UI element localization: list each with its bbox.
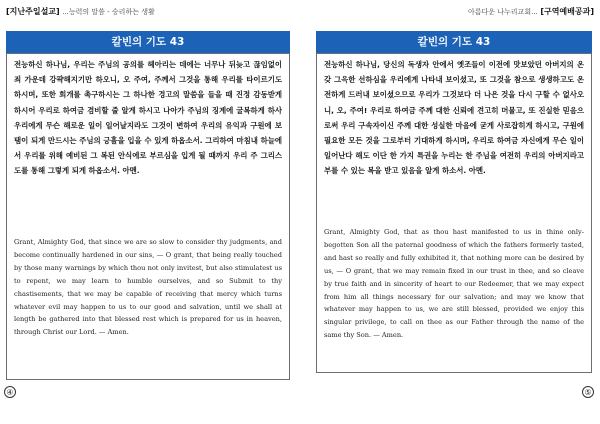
left-header-subtitle: ...능력의 말씀 - 승리하는 생활 <box>62 8 155 16</box>
left-korean-prayer: 전능하신 하나님, 우리는 주님의 공의를 헤아리는 데에는 너무나 뒤늦고 끊임없이 죄 가운데 강퍅해지기만 하오니, 오 주여, 주께서 그것을 통해 우리를 타이르기도 하시며, 또한 회개를 촉구하시는 그 하나한 경고의 말씀을 들을 때 진정 감동받게 하시어 우리로 하여금 겸비할 줄 알게 하시고 나아가 주님의 징계에 굴복하게 하사 우리에게 무슨 해로운 일이 일어날지라도 그것이 변하여 우리의 유익과 구원에 보탬이 되게 만드시는 주님의 긍휼을 입을 수 있게 하옵소서. 그리하여 마침내 하늘에서 우리를 위해 예비된 그 복된 안식에로 부르심을 입게 될 때까지 우리 주 그리스도를 통해 그렇게 되게 하옵소서. 아멘. <box>14 60 282 176</box>
right-page-number-text: ⑤ <box>584 388 592 397</box>
left-page-header <box>6 6 155 18</box>
right-page-header <box>468 6 594 18</box>
left-page-number <box>4 386 16 398</box>
left-page-number-text: ④ <box>6 388 14 397</box>
right-page-title: 칼빈의 기도 43 <box>417 36 491 48</box>
left-page-title: 칼빈의 기도 43 <box>111 36 185 48</box>
left-english-prayer: Grant, Almighty God, that since we are so slow to consider thy judgments, and become continually hardened in our sins, — O grant, that being really touched by those many warnings by which thou not only invitest, but also stimulatest us to repent, we may learn to humble ourselves, and so Submit to thy chastisements, that we may be capable of receiving that mercy which turns whatever evil may happen to us to our good and salvation, until we shall at length be gathered into that blessed rest which is prepared for us in heaven, through Christ our Lord. — Amen. <box>14 238 282 337</box>
right-prayer-box <box>316 53 592 373</box>
left-prayer-box <box>6 53 290 380</box>
left-header-bracket-title: [지난주일설교] <box>6 7 60 16</box>
right-english-prayer: Grant, Almighty God, that as thou hast manifested to us in thine only-begotten Son all the paternal goodness of which the fathers formerly tasted, and hast so really and fully exhibited it, that nothing more can be desired by us, — O grant, that we may remain fixed in our trust in thee, and so cleave by true faith and in sincerity of heart to our Redeemer, that we may expect from him all things necessary for our salvation; and may we know that whatever may happen to us, we are still blessed, provided we enjoy this singular privilege, to call on thee as our Father through the name of the same thy Son. — Amen. <box>324 228 584 340</box>
right-title-band <box>316 31 592 53</box>
right-page <box>300 0 600 424</box>
left-title-band <box>6 31 290 53</box>
right-korean-prayer: 전능하신 하나님, 당신의 독생자 안에서 옛조들이 이전에 맛보았던 아버지의 온갖 그윽한 선하심을 우리에게 나타내 보이셨고, 또 그것을 참으로 생생하고도 온전하게 드러내 보이셨으므로 우리가 그것보다 더 나은 것을 다시 구할 수 없사오니, 오, 주여! 우리로 하여금 주께 대한 신뢰에 견고히 머물고, 또 진실한 믿음으로써 우리 구속자이신 주께 대한 성실한 마음에 굳게 사로잡히게 하시고, 구원에 필요한 모든 것을 그로부터 기대하게 하시며, 우리로 하여금 자신에게 무슨 일이 일어난다 해도 이단 한 가지 특권을 누리는 한 주님을 여전히 우리의 아버지라고 부를 수 있는 복을 받고 있음을 알게 하소서. 아멘. <box>324 60 584 176</box>
right-header-subtitle: 아름다운 나누리교회... <box>468 8 538 16</box>
right-page-number <box>582 386 594 398</box>
right-header-bracket-title: [구역예배공과] <box>540 7 594 16</box>
